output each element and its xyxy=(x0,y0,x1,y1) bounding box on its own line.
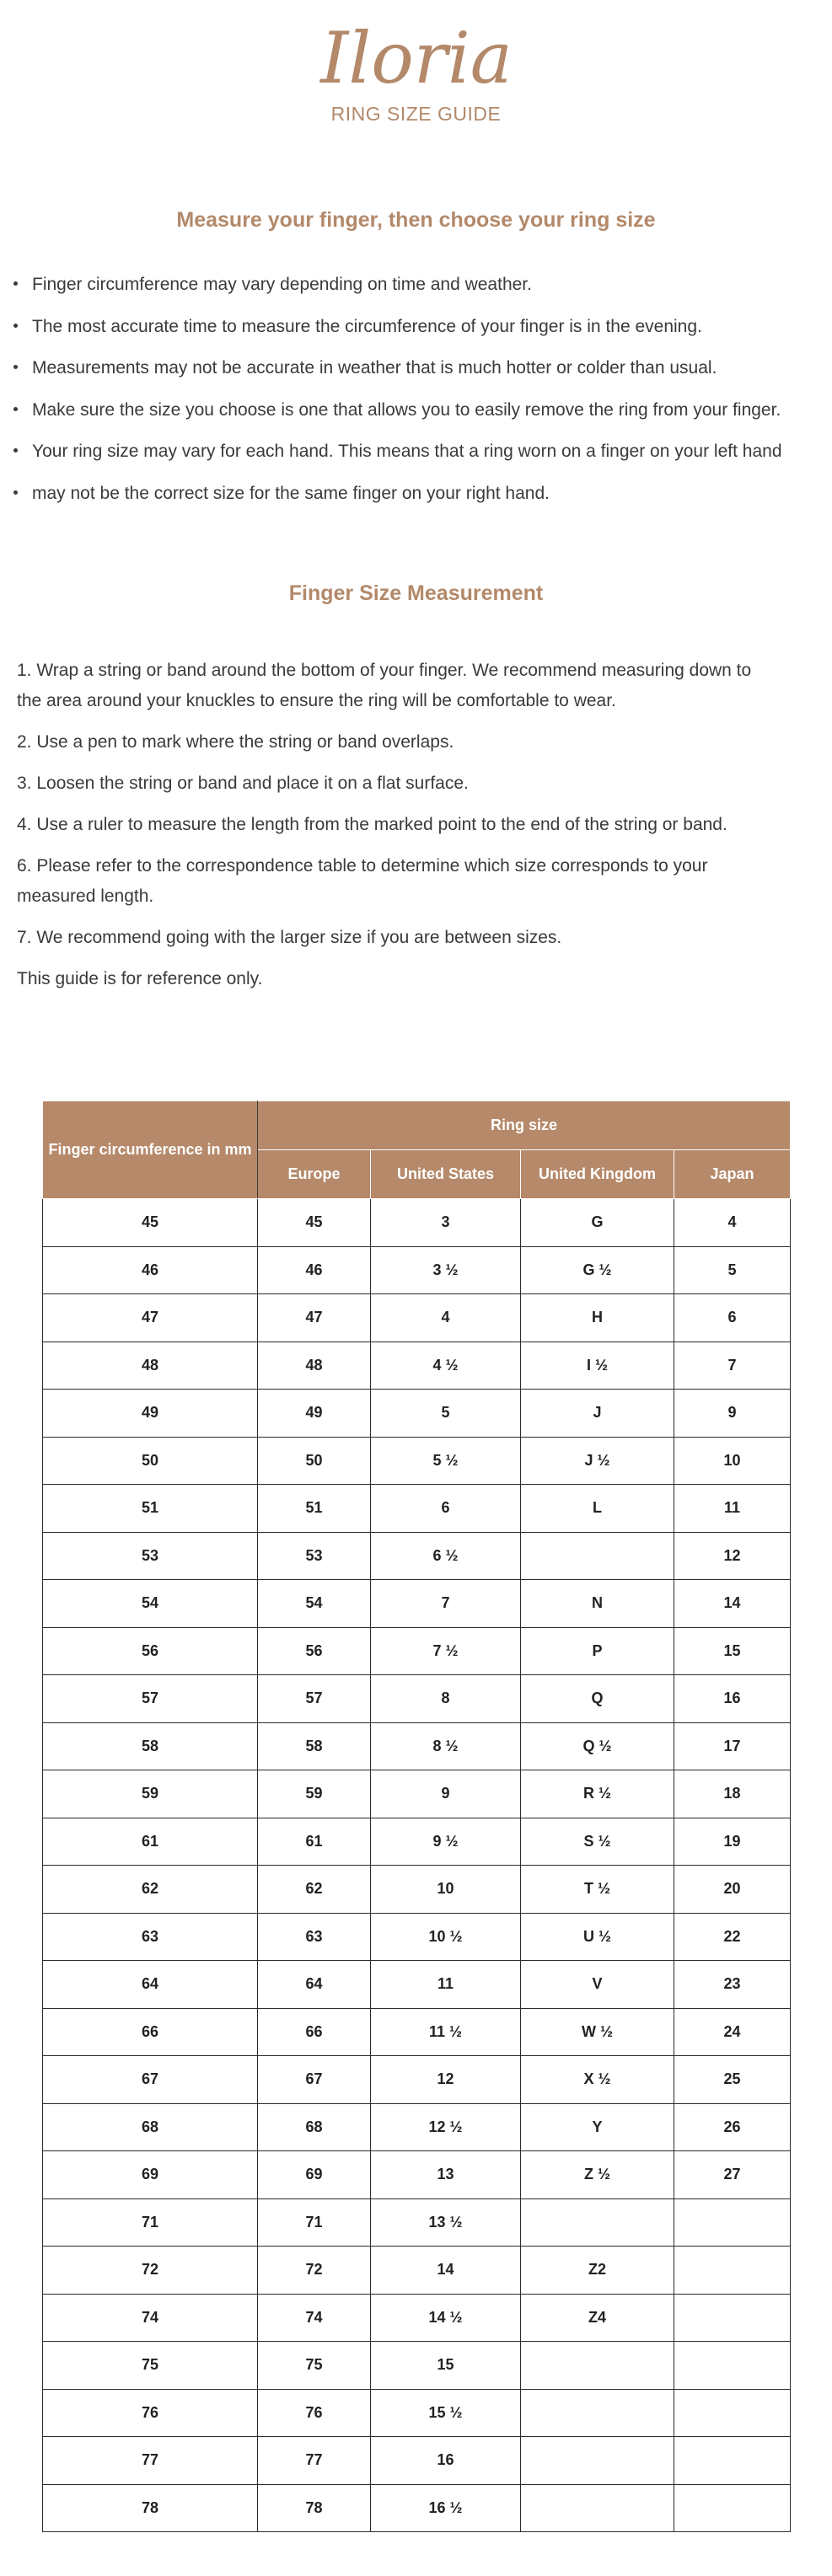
ring-size-table xyxy=(42,1101,791,2532)
tip-text: may not be the correct size for the same finger on your right hand. xyxy=(32,483,550,503)
cell-japan xyxy=(674,2437,791,2485)
table-row xyxy=(43,1675,791,1723)
cell-us: 15 xyxy=(371,2342,521,2390)
tip-item xyxy=(13,481,823,523)
table-row xyxy=(43,1246,791,1294)
cell-uk: Z ½ xyxy=(521,2151,674,2199)
table-row xyxy=(43,2342,791,2390)
cell-us: 9 xyxy=(371,1770,521,1818)
cell-japan: 11 xyxy=(674,1485,791,1533)
cell-circumference: 74 xyxy=(43,2294,258,2342)
cell-uk: U ½ xyxy=(521,1913,674,1961)
cell-japan: 24 xyxy=(674,2008,791,2056)
cell-us: 5 xyxy=(371,1390,521,1438)
table-row xyxy=(43,2008,791,2056)
cell-circumference: 50 xyxy=(43,1437,258,1485)
cell-circumference: 57 xyxy=(43,1675,258,1723)
cell-japan: 9 xyxy=(674,1390,791,1438)
cell-uk: N xyxy=(521,1580,674,1628)
tip-text: Measurements may not be accurate in weather that is much hotter or colder than usual. xyxy=(32,358,717,378)
cell-circumference: 59 xyxy=(43,1770,258,1818)
tip-text: Make sure the size you choose is one that allows you to easily remove the ring from your finger. xyxy=(32,399,781,420)
cell-europe: 61 xyxy=(258,1818,371,1866)
cell-us: 7 xyxy=(371,1580,521,1628)
cell-circumference: 51 xyxy=(43,1485,258,1533)
cell-circumference: 71 xyxy=(43,2198,258,2247)
cell-europe: 63 xyxy=(258,1913,371,1961)
cell-europe: 57 xyxy=(258,1675,371,1723)
bullet-dot-icon xyxy=(13,324,18,328)
cell-japan: 18 xyxy=(674,1770,791,1818)
cell-europe: 58 xyxy=(258,1722,371,1770)
cell-circumference: 69 xyxy=(43,2151,258,2199)
cell-japan xyxy=(674,2294,791,2342)
cell-uk: Q ½ xyxy=(521,1722,674,1770)
cell-europe: 72 xyxy=(258,2247,371,2295)
cell-us: 8 xyxy=(371,1675,521,1723)
cell-uk: H xyxy=(521,1294,674,1342)
cell-us: 5 ½ xyxy=(371,1437,521,1485)
table-row xyxy=(43,1485,791,1533)
cell-europe: 78 xyxy=(258,2484,371,2532)
header-united-states: United States xyxy=(371,1150,521,1199)
logo-text: Iloria xyxy=(319,17,513,99)
cell-japan xyxy=(674,2484,791,2532)
table-row xyxy=(43,1532,791,1580)
table-row xyxy=(43,1627,791,1675)
cell-europe: 64 xyxy=(258,1961,371,2009)
cell-circumference: 64 xyxy=(43,1961,258,2009)
tip-item xyxy=(13,439,823,481)
cell-japan: 10 xyxy=(674,1437,791,1485)
cell-europe: 54 xyxy=(258,1580,371,1628)
cell-us: 13 xyxy=(371,2151,521,2199)
cell-circumference: 62 xyxy=(43,1866,258,1914)
cell-circumference: 78 xyxy=(43,2484,258,2532)
header-finger-circumference: Finger circumference in mm xyxy=(43,1101,258,1199)
cell-japan: 7 xyxy=(674,1342,791,1390)
cell-uk xyxy=(521,1532,674,1580)
cell-europe: 67 xyxy=(258,2056,371,2104)
cell-europe: 59 xyxy=(258,1770,371,1818)
cell-us: 9 ½ xyxy=(371,1818,521,1866)
bullet-dot-icon xyxy=(13,448,18,453)
cell-circumference: 53 xyxy=(43,1532,258,1580)
table-row xyxy=(43,1866,791,1914)
cell-japan: 15 xyxy=(674,1627,791,1675)
brand-header xyxy=(0,0,832,104)
cell-us: 8 ½ xyxy=(371,1722,521,1770)
table-row xyxy=(43,2484,791,2532)
cell-circumference: 46 xyxy=(43,1246,258,1294)
cell-uk: Q xyxy=(521,1675,674,1723)
cell-japan: 23 xyxy=(674,1961,791,2009)
cell-japan: 14 xyxy=(674,1580,791,1628)
cell-europe: 53 xyxy=(258,1532,371,1580)
cell-us: 13 ½ xyxy=(371,2198,521,2247)
cell-us: 7 ½ xyxy=(371,1627,521,1675)
section-title-measurement: Finger Size Measurement xyxy=(288,581,544,605)
cell-us: 16 xyxy=(371,2437,521,2485)
page-subtitle: RING SIZE GUIDE xyxy=(330,103,502,125)
cell-europe: 49 xyxy=(258,1390,371,1438)
cell-circumference: 49 xyxy=(43,1390,258,1438)
measurement-step: 3. Loosen the string or band and place it on a flat surface. xyxy=(17,774,469,793)
cell-us: 16 ½ xyxy=(371,2484,521,2532)
cell-uk: P xyxy=(521,1627,674,1675)
table-row xyxy=(43,1913,791,1961)
table-row xyxy=(43,2198,791,2247)
cell-us: 14 ½ xyxy=(371,2294,521,2342)
cell-uk: T ½ xyxy=(521,1866,674,1914)
cell-circumference: 77 xyxy=(43,2437,258,2485)
table-row xyxy=(43,1722,791,1770)
table-row xyxy=(43,2151,791,2199)
cell-us: 11 ½ xyxy=(371,2008,521,2056)
measurement-step: 1. Wrap a string or band around the bottom of your finger. We recommend measuring down to the area around your knuckles to ensure the ring will be comfortable to wear. xyxy=(17,661,752,710)
cell-circumference: 61 xyxy=(43,1818,258,1866)
cell-circumference: 54 xyxy=(43,1580,258,1628)
table-row xyxy=(43,1818,791,1866)
table-row xyxy=(43,1342,791,1390)
table-row xyxy=(43,1390,791,1438)
header-ring-size: Ring size xyxy=(258,1101,791,1150)
cell-uk: Z2 xyxy=(521,2247,674,2295)
table-row xyxy=(43,1770,791,1818)
tip-item xyxy=(13,398,823,440)
cell-uk xyxy=(521,2389,674,2437)
cell-europe: 62 xyxy=(258,1866,371,1914)
cell-japan xyxy=(674,2198,791,2247)
cell-japan: 16 xyxy=(674,1675,791,1723)
cell-japan: 17 xyxy=(674,1722,791,1770)
measurement-step: This guide is for reference only. xyxy=(17,969,263,988)
cell-europe: 56 xyxy=(258,1627,371,1675)
cell-europe: 66 xyxy=(258,2008,371,2056)
table-row xyxy=(43,1294,791,1342)
cell-uk: V xyxy=(521,1961,674,2009)
cell-europe: 45 xyxy=(258,1199,371,1247)
cell-circumference: 45 xyxy=(43,1199,258,1247)
cell-japan: 20 xyxy=(674,1866,791,1914)
cell-us: 6 xyxy=(371,1485,521,1533)
cell-uk: L xyxy=(521,1485,674,1533)
cell-japan: 25 xyxy=(674,2056,791,2104)
tip-item xyxy=(13,356,823,398)
cell-circumference: 72 xyxy=(43,2247,258,2295)
cell-us: 15 ½ xyxy=(371,2389,521,2437)
measurement-steps xyxy=(17,656,780,1005)
cell-europe: 68 xyxy=(258,2103,371,2151)
cell-uk xyxy=(521,2437,674,2485)
tip-text: Your ring size may vary for each hand. This means that a ring worn on a finger on your left hand xyxy=(32,442,782,461)
cell-japan: 27 xyxy=(674,2151,791,2199)
header-europe: Europe xyxy=(258,1150,371,1199)
iloria-logo xyxy=(282,12,551,104)
cell-us: 3 ½ xyxy=(371,1246,521,1294)
cell-us: 3 xyxy=(371,1199,521,1247)
table-row xyxy=(43,1961,791,2009)
cell-us: 12 ½ xyxy=(371,2103,521,2151)
table-body xyxy=(43,1199,791,2532)
cell-europe: 51 xyxy=(258,1485,371,1533)
cell-uk: G ½ xyxy=(521,1246,674,1294)
table-row xyxy=(43,2437,791,2485)
cell-europe: 46 xyxy=(258,1246,371,1294)
cell-us: 11 xyxy=(371,1961,521,2009)
cell-europe: 48 xyxy=(258,1342,371,1390)
cell-europe: 75 xyxy=(258,2342,371,2390)
cell-japan: 19 xyxy=(674,1818,791,1866)
cell-uk xyxy=(521,2484,674,2532)
cell-europe: 47 xyxy=(258,1294,371,1342)
cell-circumference: 56 xyxy=(43,1627,258,1675)
cell-circumference: 58 xyxy=(43,1722,258,1770)
cell-us: 10 xyxy=(371,1866,521,1914)
cell-japan: 12 xyxy=(674,1532,791,1580)
cell-circumference: 68 xyxy=(43,2103,258,2151)
cell-europe: 71 xyxy=(258,2198,371,2247)
cell-japan: 22 xyxy=(674,1913,791,1961)
table-row xyxy=(43,1580,791,1628)
cell-uk: Y xyxy=(521,2103,674,2151)
cell-circumference: 67 xyxy=(43,2056,258,2104)
bullet-dot-icon xyxy=(13,490,18,495)
cell-us: 4 xyxy=(371,1294,521,1342)
cell-uk xyxy=(521,2198,674,2247)
cell-japan: 4 xyxy=(674,1199,791,1247)
cell-europe: 76 xyxy=(258,2389,371,2437)
measurement-step: 7. We recommend going with the larger size if you are between sizes. xyxy=(17,928,562,947)
tip-item xyxy=(13,314,823,356)
table-row xyxy=(43,1199,791,1247)
cell-us: 10 ½ xyxy=(371,1913,521,1961)
table-row xyxy=(43,2103,791,2151)
bullet-dot-icon xyxy=(13,407,18,411)
cell-us: 6 ½ xyxy=(371,1532,521,1580)
cell-europe: 77 xyxy=(258,2437,371,2485)
cell-japan xyxy=(674,2342,791,2390)
cell-europe: 50 xyxy=(258,1437,371,1485)
cell-uk: R ½ xyxy=(521,1770,674,1818)
measurement-step: 4. Use a ruler to measure the length from the marked point to the end of the string or band. xyxy=(17,815,727,834)
cell-uk xyxy=(521,2342,674,2390)
cell-uk: W ½ xyxy=(521,2008,674,2056)
table-row xyxy=(43,2294,791,2342)
tip-text: Finger circumference may vary depending on time and weather. xyxy=(32,275,532,294)
cell-circumference: 47 xyxy=(43,1294,258,1342)
cell-us: 12 xyxy=(371,2056,521,2104)
table-row xyxy=(43,2056,791,2104)
cell-europe: 74 xyxy=(258,2294,371,2342)
cell-japan: 6 xyxy=(674,1294,791,1342)
tips-list xyxy=(13,272,823,522)
bullet-dot-icon xyxy=(13,365,18,369)
measurement-step: 2. Use a pen to mark where the string or band overlaps. xyxy=(17,732,454,752)
tip-item xyxy=(13,272,823,314)
header-japan: Japan xyxy=(674,1150,791,1199)
table-row xyxy=(43,2247,791,2295)
cell-us: 4 ½ xyxy=(371,1342,521,1390)
cell-uk: I ½ xyxy=(521,1342,674,1390)
cell-circumference: 48 xyxy=(43,1342,258,1390)
cell-uk: X ½ xyxy=(521,2056,674,2104)
cell-japan: 26 xyxy=(674,2103,791,2151)
cell-circumference: 76 xyxy=(43,2389,258,2437)
tip-text: The most accurate time to measure the circumference of your finger is in the evening. xyxy=(32,316,702,336)
cell-europe: 69 xyxy=(258,2151,371,2199)
table-row xyxy=(43,1437,791,1485)
cell-circumference: 75 xyxy=(43,2342,258,2390)
header-united-kingdom: United Kingdom xyxy=(521,1150,674,1199)
bullet-dot-icon xyxy=(13,281,18,286)
cell-circumference: 63 xyxy=(43,1913,258,1961)
cell-japan: 5 xyxy=(674,1246,791,1294)
cell-circumference: 66 xyxy=(43,2008,258,2056)
cell-us: 14 xyxy=(371,2247,521,2295)
cell-uk: J xyxy=(521,1390,674,1438)
section-title-measure: Measure your finger, then choose your ring size xyxy=(176,208,656,232)
cell-japan xyxy=(674,2247,791,2295)
cell-uk: G xyxy=(521,1199,674,1247)
cell-uk: Z4 xyxy=(521,2294,674,2342)
measurement-step: 6. Please refer to the correspondence table to determine which size corresponds to your measured length. xyxy=(17,856,708,906)
table-row xyxy=(43,2389,791,2437)
cell-uk: J ½ xyxy=(521,1437,674,1485)
cell-japan xyxy=(674,2389,791,2437)
cell-uk: S ½ xyxy=(521,1818,674,1866)
